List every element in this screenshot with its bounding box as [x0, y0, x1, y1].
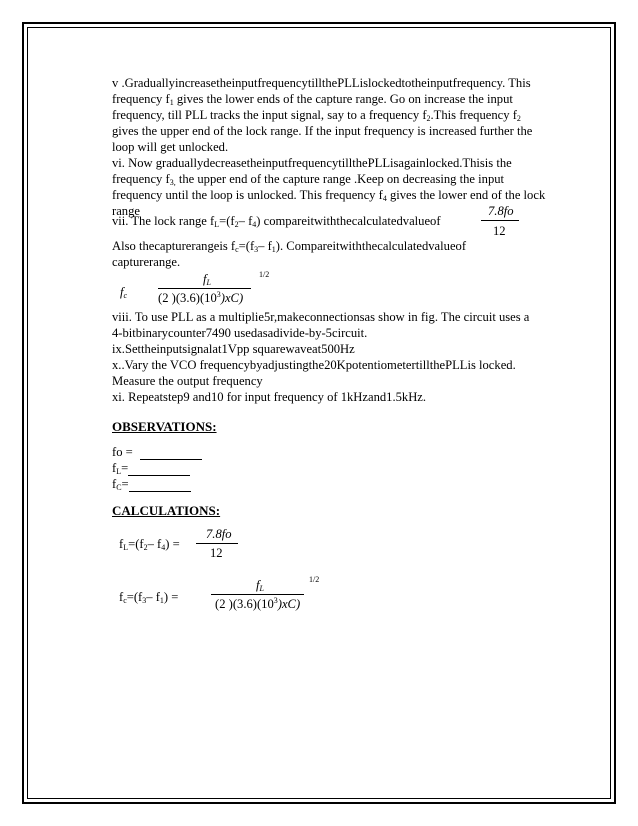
- capture-range-line-2: capturerange.: [112, 255, 181, 269]
- calc-fc-fraction-bar: [211, 594, 304, 595]
- step-ix-line: ix.Settheinputsignalat1Vpp squarewaveat500Hz: [112, 342, 355, 356]
- step-vii-line: vii. The lock range $f_L=(f_2-$ $f_4$) compareitwiththecalculatedvalueof: [112, 214, 441, 229]
- fc-formula-exponent: 1/2: [259, 270, 270, 279]
- calc-fc-exponent: 1/2: [309, 575, 320, 584]
- step-v-line-5: loop will get unlocked.: [112, 140, 229, 154]
- calc-fc-expression: $f_c=(f_3-$ $f_1$) =: [119, 590, 179, 605]
- vii-fraction-denominator: 12: [493, 224, 506, 238]
- step-x-line-2: Measure the output frequency: [112, 374, 263, 388]
- step-v-line-3: frequency, till PLL tracks the input signal, say to a frequency $f_2.This$ frequency $f_2$: [112, 108, 521, 123]
- calc-fl-expression: $f_L=(f_2-$ $f_4$) =: [119, 537, 180, 552]
- observations-heading: OBSERVATIONS:: [112, 419, 217, 434]
- vii-fraction-bar: [481, 220, 519, 221]
- vii-fraction-numerator: 7.8fo: [488, 204, 514, 218]
- step-vi-line-3: frequency until the loop is unlocked. This frequency $f_4$ gives the lower end of the lock: [112, 188, 546, 203]
- fc-formula-bar: [158, 288, 251, 289]
- calculations-heading: CALCULATIONS:: [112, 503, 221, 518]
- capture-range-line-1: Also thecapturerangeis $f_c=(f_3-$ $f_1$). Compareitwiththecalculatedvalueof: [112, 239, 467, 254]
- calc-fc-denominator: (2 )$(3.6)(10^3)xC$): [215, 596, 301, 611]
- observation-fl: $f_L=$: [112, 461, 190, 476]
- step-vi-line-4: range: [112, 204, 140, 218]
- step-v-line-4: gives the upper end of the lock range. If the input frequency is increased further the: [112, 124, 533, 138]
- fc-formula-numerator: $f_L$: [203, 272, 211, 287]
- observation-fo: fo =: [112, 445, 202, 460]
- calc-fl-denominator: 12: [210, 546, 223, 560]
- step-x-line-1: x..Vary the VCO frequencybyadjustingthe20KpotentiometertillthePLLis locked.: [112, 358, 516, 372]
- step-viii-line-1: viii. To use PLL as a multiplie5r,makeconnectionsas show in fig. The circuit uses a: [112, 310, 530, 324]
- observation-fc: $f_C=$: [112, 477, 191, 492]
- fc-formula-lhs: $f_c$: [120, 285, 128, 300]
- step-vi-line-2: frequency $f_{3,}$ the upper end of the capture range .Keep on decreasing the input: [112, 172, 505, 187]
- calc-fl-fraction-bar: [196, 543, 238, 544]
- step-v-line-1: v .GraduallyincreasetheinputfrequencytillthePLLislockedtotheinputfrequency. This: [112, 76, 531, 90]
- step-vi-line-1: vi. Now graduallydecreasetheinputfrequencytillthePLLisagainlocked.Thisis the: [112, 156, 512, 170]
- step-v-line-2: frequency $f_1$ gives the lower ends of the capture range. Go on increase the input: [112, 92, 513, 107]
- calc-fc-numerator: $f_L$: [256, 578, 264, 593]
- step-viii-line-2: 4-bitbinarycounter7490 usedasadivide-by-5circuit.: [112, 326, 368, 340]
- step-xi-line: xi. Repeatstep9 and10 for input frequency of 1kHzand1.5kHz.: [112, 390, 427, 404]
- fc-formula-denominator: (2 )$(3.6)(10^3)xC$): [158, 290, 244, 305]
- calc-fl-numerator: 7.8fo: [206, 527, 232, 541]
